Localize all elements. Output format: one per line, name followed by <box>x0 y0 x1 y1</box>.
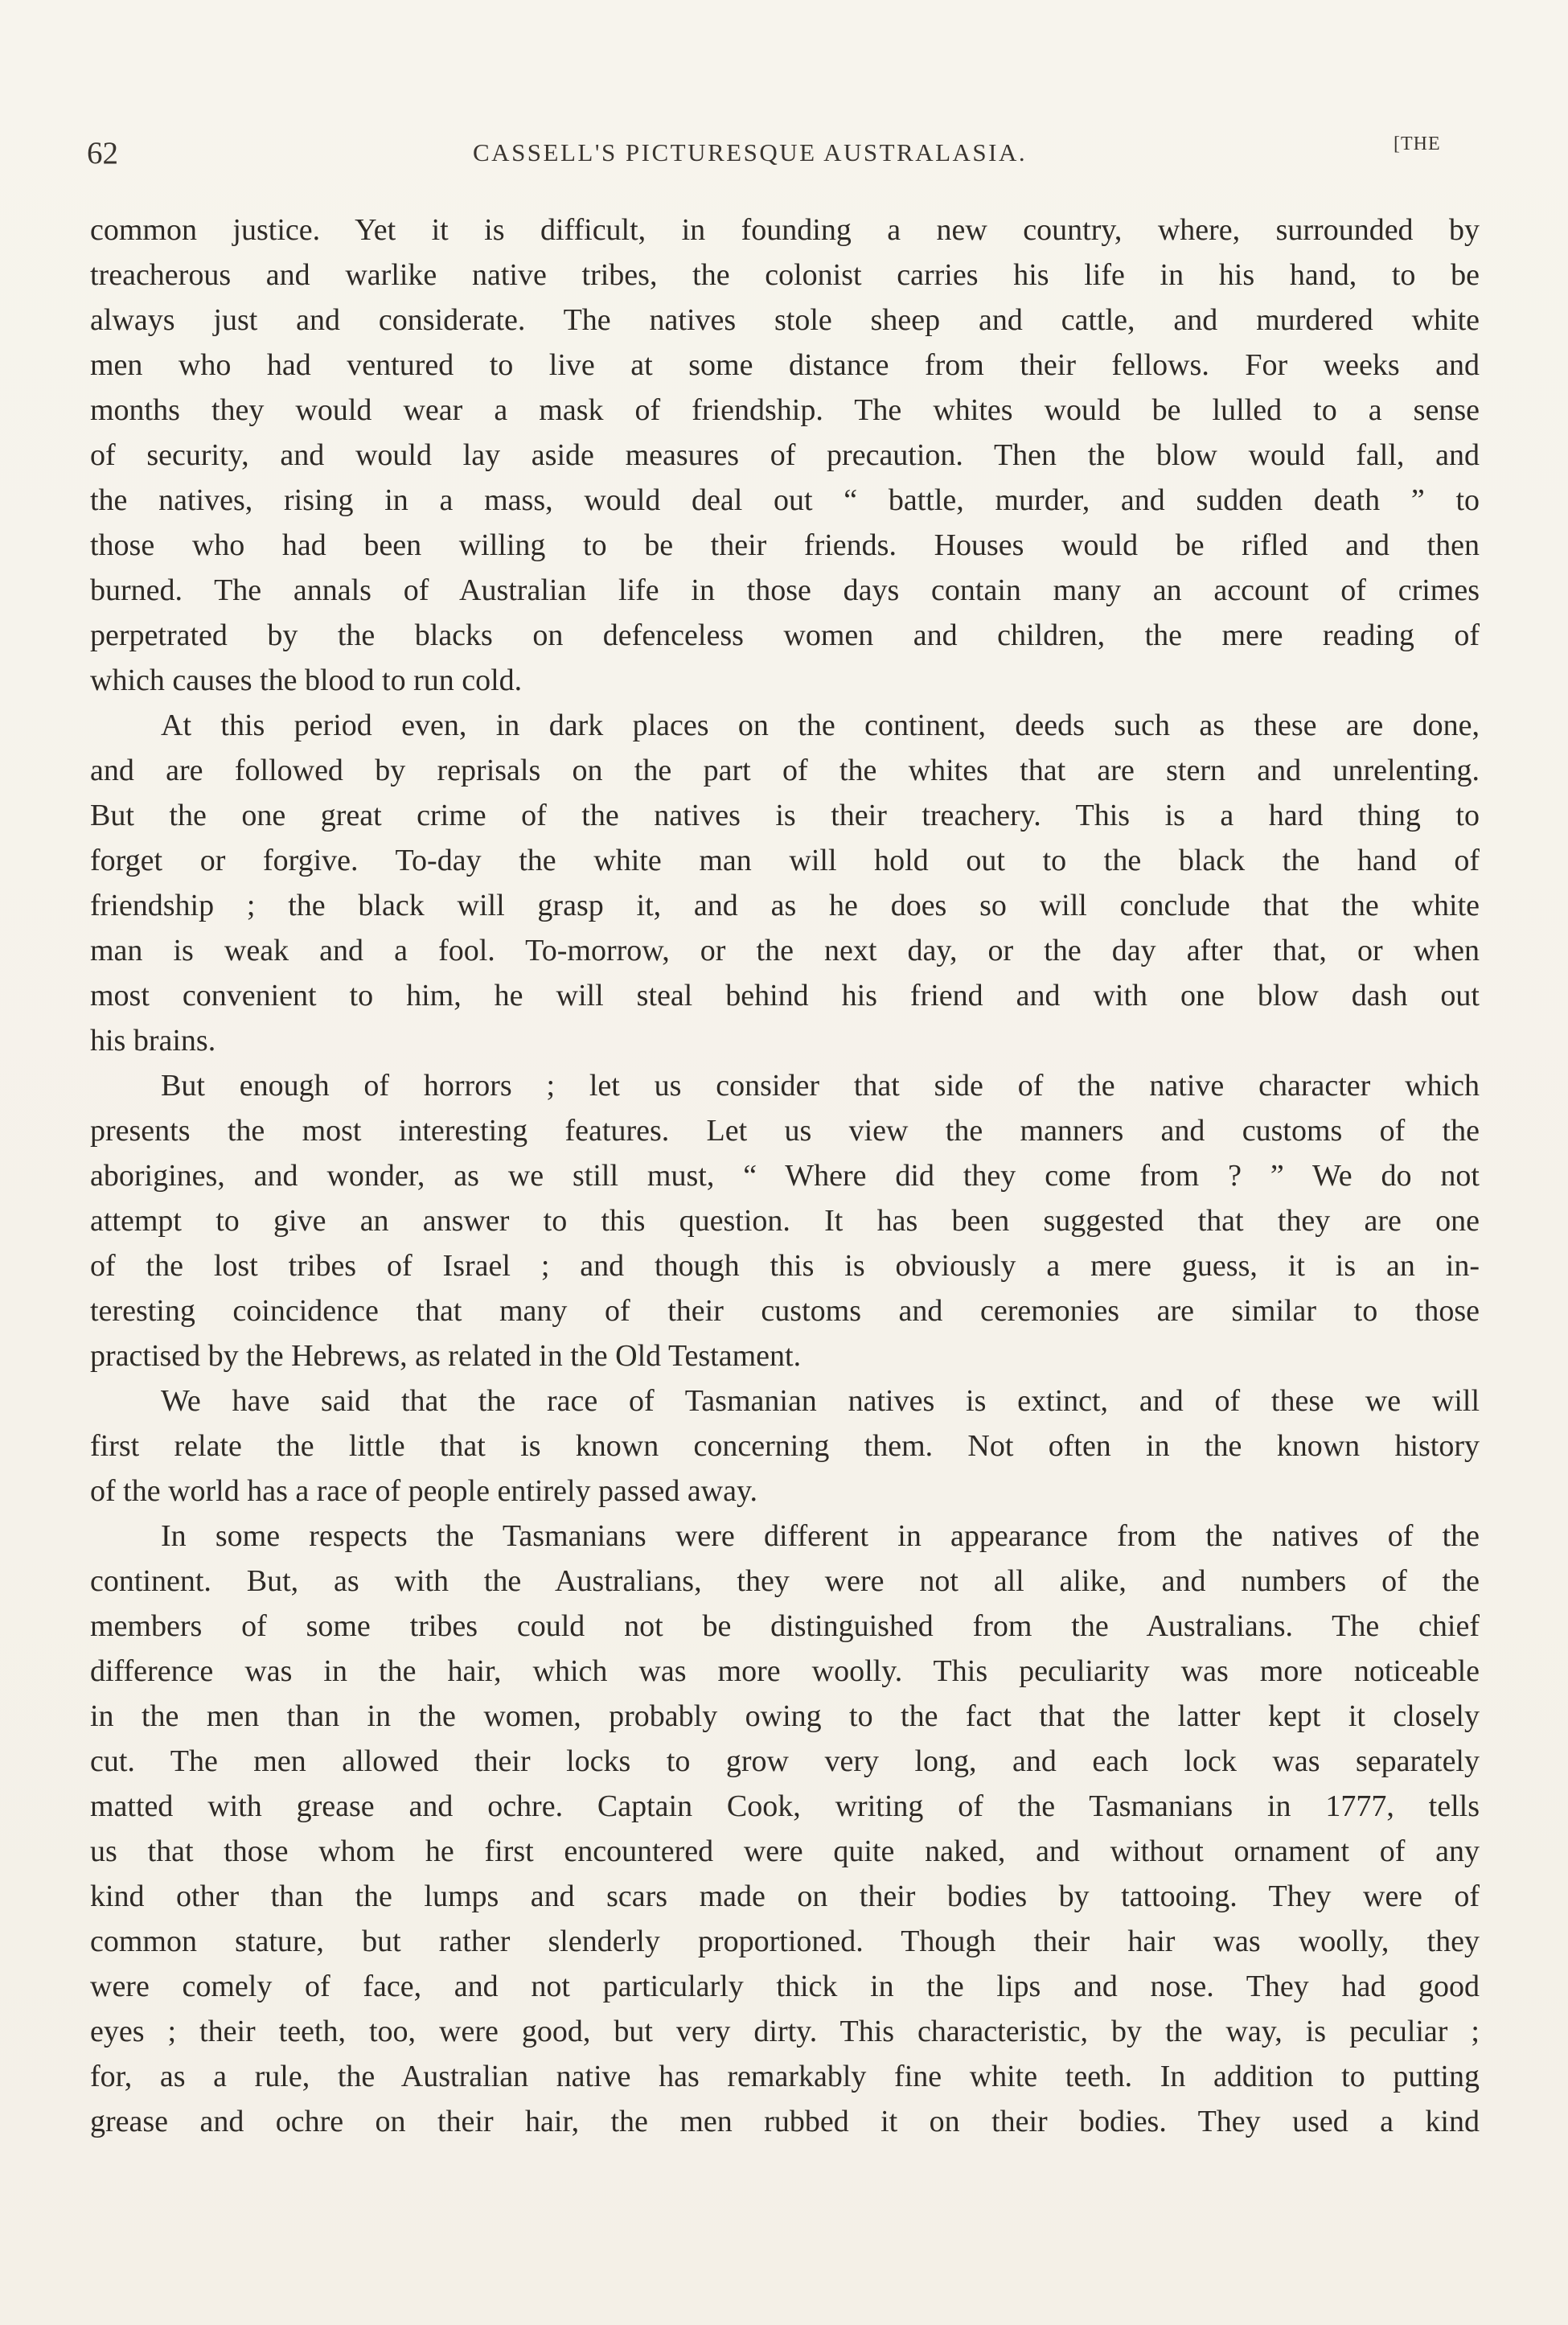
text-line: cut. The men allowed their locks to grow very long, and each lock was separately <box>90 1744 1480 1778</box>
text-line: presents the most interesting features. Let us view the manners and customs of the <box>90 1114 1480 1148</box>
text-line: forget or forgive. To-day the white man will hold out to the black the hand of <box>90 844 1480 877</box>
text-line: his brains. <box>90 1024 216 1058</box>
text-line: perpetrated by the blacks on defenceless women and children, the mere reading of <box>90 618 1480 652</box>
text-line: difference was in the hair, which was more woolly. This peculiarity was more noticeable <box>90 1654 1480 1688</box>
text-line: grease and ochre on their hair, the men rubbed it on their bodies. They used a kind <box>90 2105 1480 2138</box>
text-line: In some respects the Tasmanians were different in appearance from the natives of the <box>161 1519 1480 1553</box>
text-line: and are followed by reprisals on the part of the whites that are stern and unrelenting. <box>90 754 1480 787</box>
text-line: for, as a rule, the Australian native has remarkably fine white teeth. In addition to putting <box>90 2060 1480 2093</box>
text-line: most convenient to him, he will steal behind his friend and with one blow dash out <box>90 979 1480 1013</box>
text-line: man is weak and a fool. To-morrow, or the next day, or the day after that, or when <box>90 934 1480 967</box>
text-line: us that those whom he first encountered were quite naked, and without ornament of any <box>90 1834 1480 1868</box>
text-line: common stature, but rather slenderly proportioned. Though their hair was woolly, they <box>90 1924 1480 1958</box>
text-line: men who had ventured to live at some distance from their fellows. For weeks and <box>90 348 1480 382</box>
text-line: which causes the blood to run cold. <box>90 663 523 697</box>
text-line: practised by the Hebrews, as related in the Old Testament. <box>90 1339 802 1373</box>
text-line: first relate the little that is known concerning them. Not often in the known history <box>90 1429 1480 1463</box>
text-line: of the lost tribes of Israel ; and though this is obviously a mere guess, it is an in- <box>90 1249 1480 1283</box>
text-line: common justice. Yet it is difficult, in founding a new country, where, surrounded by <box>90 213 1480 247</box>
text-line: But the one great crime of the natives is their treachery. This is a hard thing to <box>90 799 1480 832</box>
text-line: burned. The annals of Australian life in those days contain many an account of crimes <box>90 573 1480 607</box>
text-line: the natives, rising in a mass, would deal out “ battle, murder, and sudden death ” to <box>90 483 1480 517</box>
text-line: continent. But, as with the Australians, they were not all alike, and numbers of the <box>90 1564 1480 1598</box>
page-number: 62 <box>87 136 118 170</box>
text-line: treacherous and warlike native tribes, the colonist carries his life in his hand, to be <box>90 258 1480 292</box>
text-line: matted with grease and ochre. Captain Cook, writing of the Tasmanians in 1777, tells <box>90 1789 1480 1823</box>
text-line: We have said that the race of Tasmanian natives is extinct, and of these we will <box>161 1384 1480 1418</box>
text-line: attempt to give an answer to this question. It has been suggested that they are one <box>90 1204 1480 1238</box>
running-head <box>87 135 1486 170</box>
running-title: CASSELL'S PICTURESQUE AUSTRALASIA. <box>473 138 1028 166</box>
text-line: in the men than in the women, probably owing to the fact that the latter kept it closely <box>90 1699 1480 1733</box>
text-line: kind other than the lumps and scars made on their bodies by tattooing. They were of <box>90 1879 1480 1913</box>
running-head-continuation: [THE <box>1394 134 1441 154</box>
text-line: teresting coincidence that many of their customs and ceremonies are similar to those <box>90 1294 1480 1328</box>
text-line: aborigines, and wonder, as we still must, “ Where did they come from ? ” We do not <box>90 1159 1480 1193</box>
body-text <box>90 207 1480 2144</box>
text-line: At this period even, in dark places on the continent, deeds such as these are done, <box>161 709 1480 742</box>
text-line: eyes ; their teeth, too, were good, but very dirty. This characteristic, by the way, is peculiar ; <box>90 2015 1480 2048</box>
text-line: of the world has a race of people entirely passed away. <box>90 1474 758 1508</box>
text-line: were comely of face, and not particularly thick in the lips and nose. They had good <box>90 1970 1480 2003</box>
text-line: members of some tribes could not be distinguished from the Australians. The chief <box>90 1609 1480 1643</box>
text-line: friendship ; the black will grasp it, and as he does so will conclude that the white <box>90 889 1480 922</box>
text-line: of security, and would lay aside measures of precaution. Then the blow would fall, and <box>90 438 1480 472</box>
text-line: those who had been willing to be their friends. Houses would be rifled and then <box>90 528 1480 562</box>
text-line: always just and considerate. The natives stole sheep and cattle, and murdered white <box>90 303 1480 337</box>
text-line: But enough of horrors ; let us consider that side of the native character which <box>161 1069 1480 1103</box>
text-line: months they would wear a mask of friendship. The whites would be lulled to a sense <box>90 393 1480 427</box>
